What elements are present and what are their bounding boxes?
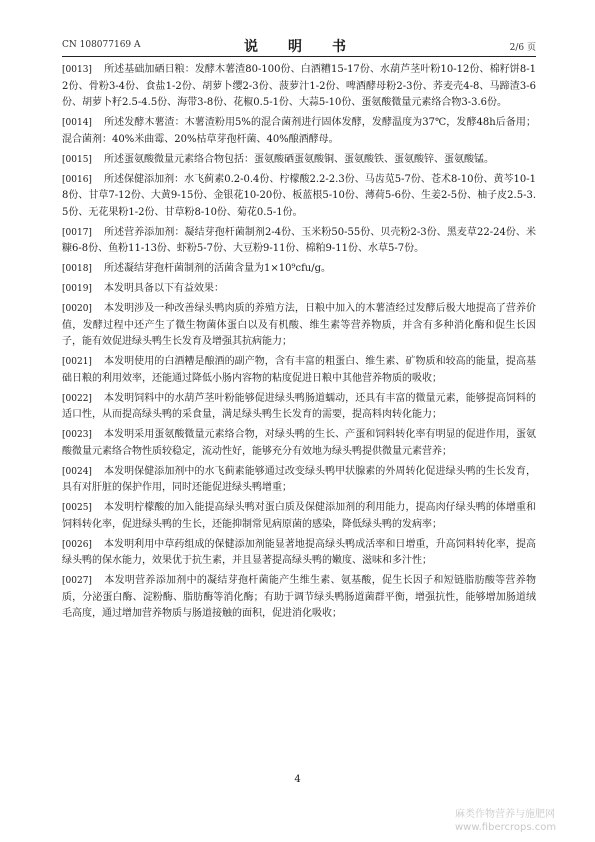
- paragraph-number: [0018]: [62, 264, 92, 274]
- patent-number: CN 108077169 A: [62, 40, 141, 50]
- paragraph: [62, 172, 536, 222]
- paragraph-number: [0015]: [62, 154, 92, 165]
- paragraph-number: [0024]: [62, 466, 92, 477]
- paragraph-number: [0021]: [62, 357, 92, 367]
- paragraph: [62, 62, 536, 112]
- paragraph-text: 本发明饲料中的水葫芦茎叶粉能够促进绿头鸭肠道蠕动，还具有丰富的微量元素，能够提高饲料的适口性，从而提高绿头鸭的采食量，满足绿头鸭生长发育的需要，提高料肉转化能力；: [62, 392, 536, 420]
- paragraph: [62, 152, 536, 169]
- paragraph-number: [0019]: [62, 284, 92, 294]
- paragraph-number: [0017]: [62, 227, 92, 238]
- paragraph-text: 本发明采用蛋氨酸微量元素络合物，对绿头鸭的生长、产蛋和饲料转化率有明显的促进作用，蛋氨酸微量元素络合物性质较稳定，流动性好，能够充分有效地为绿头鸭提供微量元素营养；: [62, 429, 536, 457]
- paragraph-text: 本发明营养添加剂中的凝结芽孢杆菌能产生维生素、氨基酸，促生长因子和短链脂肪酸等营养物质，分泌蛋白酶、淀粉酶、脂肪酶等消化酶；有助于调节绿头鸭肠道菌群平衡，增强抗性，能够增加肠道绒毛高度，通过增加营养物质与肠道接触的面积，促进消化吸收；: [62, 575, 536, 619]
- paragraph-number: [0025]: [62, 503, 92, 513]
- paragraph-text: 所述营养添加剂：凝结芽孢杆菌制剂2-4份、玉米粉50-55份、贝壳粉2-3份、黑麦草22-24份、米糠6-8份、鱼粉11-13份、虾粉5-7份、大豆粉9-11份、棉粕9-11份、水草5-7份。: [62, 226, 536, 254]
- paragraph: [62, 281, 536, 298]
- paragraph-text: 所述蛋氨酸微量元素络合物包括：蛋氨酸硒蛋氨酸铜、蛋氨酸铁、蛋氨酸锌、蛋氨酸锰。: [104, 153, 494, 165]
- paragraph-text: 本发明利用中草药组成的保健添加剂能显著地提高绿头鸭成活率和日增重，升高饲料转化率，提高绿头鸭的保水能力，效果优于抗生素，并且显著提高绿头鸭的嫩度、滋味和多汁性；: [62, 538, 536, 566]
- paragraph: [62, 427, 536, 460]
- paragraph: [62, 354, 536, 387]
- paragraph-number: [0016]: [62, 174, 92, 185]
- paragraph: [62, 537, 536, 570]
- paragraph-number: [0026]: [62, 539, 92, 550]
- paragraph-number: [0013]: [62, 65, 92, 75]
- paragraph: [62, 391, 536, 424]
- paragraph: [62, 573, 536, 623]
- page-header: [62, 36, 536, 57]
- paragraph-text: 本发明柠檬酸的加入能提高绿头鸭对蛋白质及保健添加剂的利用能力，提高肉仔绿头鸭的体增重和饲料转化率，促进绿头鸭的生长，还能抑制常见病原菌的感染，降低绿头鸭的发病率；: [62, 502, 536, 530]
- paragraph-text: 所述基础加硒日粮：发酵木薯渣80-100份、白酒糟15-17份、水葫芦茎叶粉10-12份、棉籽饼8-12份、骨粉3-4份、食盐1-2份、胡萝卜缨2-3份、菠萝汁1-2份、啤酒酵母粉2-3份、荞麦壳4-8、马蹄渣3-6份、胡萝卜籽2.5-4.5份、海带3-8份、花椒0.5-1份、大蒜5-10份、蛋氨酸微量元素络合物3-3.6份。: [62, 64, 536, 108]
- paragraph: [62, 500, 536, 533]
- paragraph: [62, 464, 536, 497]
- paragraph-text: 所述凝结芽孢杆菌制剂的活菌含量为1×10⁹cfu/g。: [104, 263, 331, 274]
- watermark-url: www.fibercrops.com: [455, 822, 557, 833]
- paragraph: [62, 115, 536, 148]
- watermark: [455, 808, 595, 834]
- paragraph: [62, 225, 536, 258]
- paragraph-number: [0022]: [62, 393, 92, 404]
- page-number: 4: [294, 774, 301, 785]
- paragraph-number: [0020]: [62, 304, 92, 314]
- watermark-site-name: 麻类作物营养与施肥网: [455, 809, 555, 820]
- paragraph: [62, 261, 536, 278]
- paragraph-text: 本发明保健添加剂中的水飞蓟素能够通过改变绿头鸭甲状腺素的外周转化促进绿头鸭的生长发育，具有对肝脏的保护作用，同时还能促进绿头鸭增重；: [62, 465, 536, 493]
- paragraph-number: [0014]: [62, 118, 92, 128]
- paragraph-text: 所述保健添加剂：水飞蓟素0.2-0.4份、柠檬酸2.2-2.3份、马齿苋5-7份、苍术8-10份、黄芩10-18份、甘草7-12份、大黄9-15份、金银花10-20份、板蓝根5-10份、薄荷5-6份、生姜2-5份、柚子皮2.5-3.5份、无花果粉1-2份、甘草粉8-10份、菊花0.5-1份。: [62, 173, 536, 218]
- paragraph-text: 本发明涉及一种改善绿头鸭肉质的养殖方法，日粮中加入的木薯渣经过发酵后极大地提高了营养价值，发酵过程中还产生了微生物菌体蛋白以及有机酸、维生素等营养物质，并含有多种消化酶和促生长因子，能有效促进绿头鸭生长发育及增强其抗病能力；: [62, 303, 536, 347]
- document-title: 说 明 书: [244, 39, 354, 55]
- paragraph-number: [0027]: [62, 576, 92, 586]
- paragraph-text: 本发明使用的白酒糟是酿酒的副产物，含有丰富的粗蛋白、维生素、矿物质和较高的能量，提高基础日粮的利用效率，还能通过降低小肠内容物的粘度促进日粮中其他营养物质的吸收；: [62, 356, 536, 384]
- paragraph-text: 所述发酵木薯渣：木薯渣粉用5%的混合菌剂进行固体发酵，发酵温度为37℃，发酵48h后备用；混合菌剂：40%米曲霉、20%枯草芽孢杆菌、40%酿酒酵母。: [62, 117, 536, 145]
- paragraph-number: [0023]: [62, 430, 92, 440]
- page-of-indicator: 2/6 页: [509, 43, 536, 53]
- paragraph-text: 本发明具备以下有益效果：: [104, 283, 224, 294]
- description-body: [62, 62, 536, 626]
- paragraph: [62, 301, 536, 351]
